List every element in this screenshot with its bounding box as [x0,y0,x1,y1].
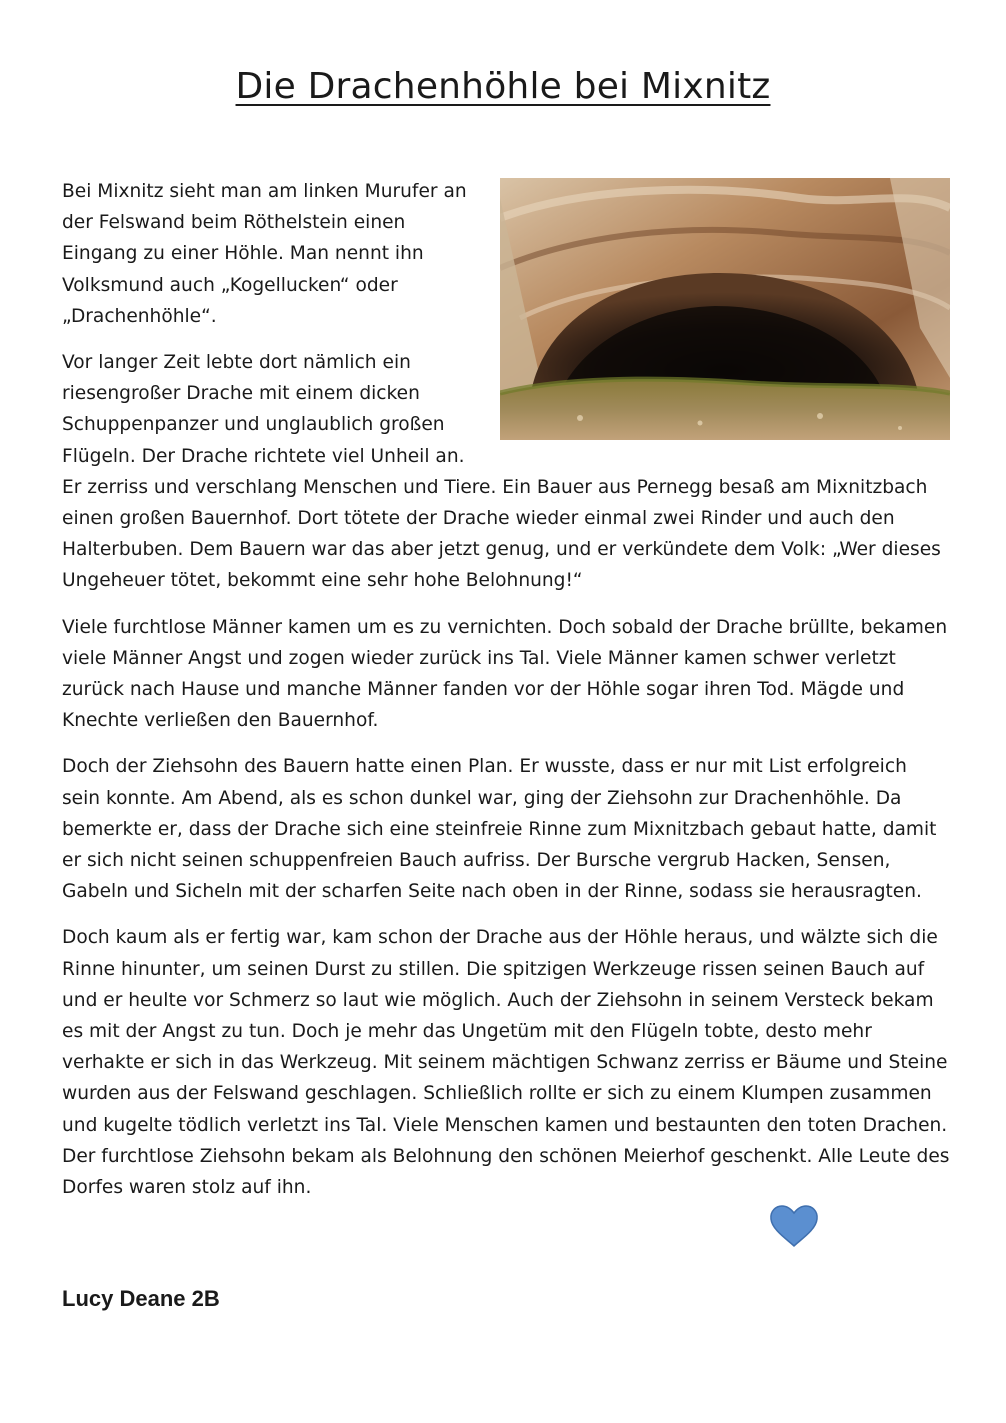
page-title-text: Die Drachenhöhle bei Mixnitz [235,66,771,107]
paragraph-2: Vor langer Zeit lebte dort nämlich ein riesengroßer Drache mit einem dicken Schuppenpanzer und unglaublich großen Flügeln. Der Drache richtete viel Unheil an. Er zerriss und verschlang Menschen und Tiere. Ein Bauer aus Pernegg besaß am Mixnitzbach einen großen Bauernhof. Dort tötete der Drache wieder einmal zwei Rinder und auch den Halterbuben. Dem Bauern war das aber jetzt genug, und er verkündete dem Volk: „Wer dieses Ungeheuer tötet, bekommt eine sehr hohe Belohnung!“ [62,352,941,592]
author-name: Lucy Deane 2B [62,1286,220,1311]
page-title [0,66,1006,107]
paragraph-5: Doch kaum als er fertig war, kam schon der Drache aus der Höhle heraus, und wälzte sich die Rinne hinunter, um seinen Durst zu stillen. Die spitzigen Werkzeuge rissen seinen Bauch auf und er heulte vor Schmerz so laut wie möglich. Auch der Ziehsohn in seinem Versteck bekam es mit der Angst zu tun. Doch je mehr das Ungetüm mit den Flügeln tobte, desto mehr verhakte er sich in das Werkzeug. Mit seinem mächtigen Schwanz zerriss er Bäume und Steine wurden aus der Felswand geschlagen. Schließlich rollte er sich zu einem Klumpen zusammen und kugelte tödlich verletzt ins Tal. Viele Menschen kamen und bestaunten den toten Drachen. Der furchtlose Ziehsohn bekam als Belohnung den schönen Meierhof geschenkt. Alle Leute des Dorfes waren stolz auf ihn. [62,927,950,1199]
heart-icon [768,1204,820,1248]
cave-photo [500,178,950,440]
story-body [62,176,950,1218]
paragraph-4: Doch der Ziehsohn des Bauern hatte einen Plan. Er wusste, dass er nur mit List erfolgreich sein konnte. Am Abend, als es schon dunkel war, ging der Ziehsohn zur Drachenhöhle. Da bemerkte er, dass der Drache sich eine steinfreie Rinne zum Mixnitzbach gebaut hatte, damit er sich nicht seinen schuppenfreien Bauch aufriss. Der Bursche vergrub Hacken, Sensen, Gabeln und Sicheln mit der scharfen Seite nach oben in der Rinne, sodass sie herausragten. [62,756,937,903]
paragraph-3: Viele furchtlose Männer kamen um es zu vernichten. Doch sobald der Drache brüllte, bekamen viele Männer Angst und zogen wieder zurück ins Tal. Viele Männer kamen schwer verletzt zurück nach Hause und manche Männer fanden vor der Höhle sogar ihren Tod. Mägde und Knechte verließen den Bauernhof. [62,616,948,732]
paragraph-1: Bei Mixnitz sieht man am linken Murufer an der Felswand beim Röthelstein einen Eingang zu einer Höhle. Man nennt ihn Volksmund auch „Kogellucken“ oder „Drachenhöhle“. [62,181,467,327]
